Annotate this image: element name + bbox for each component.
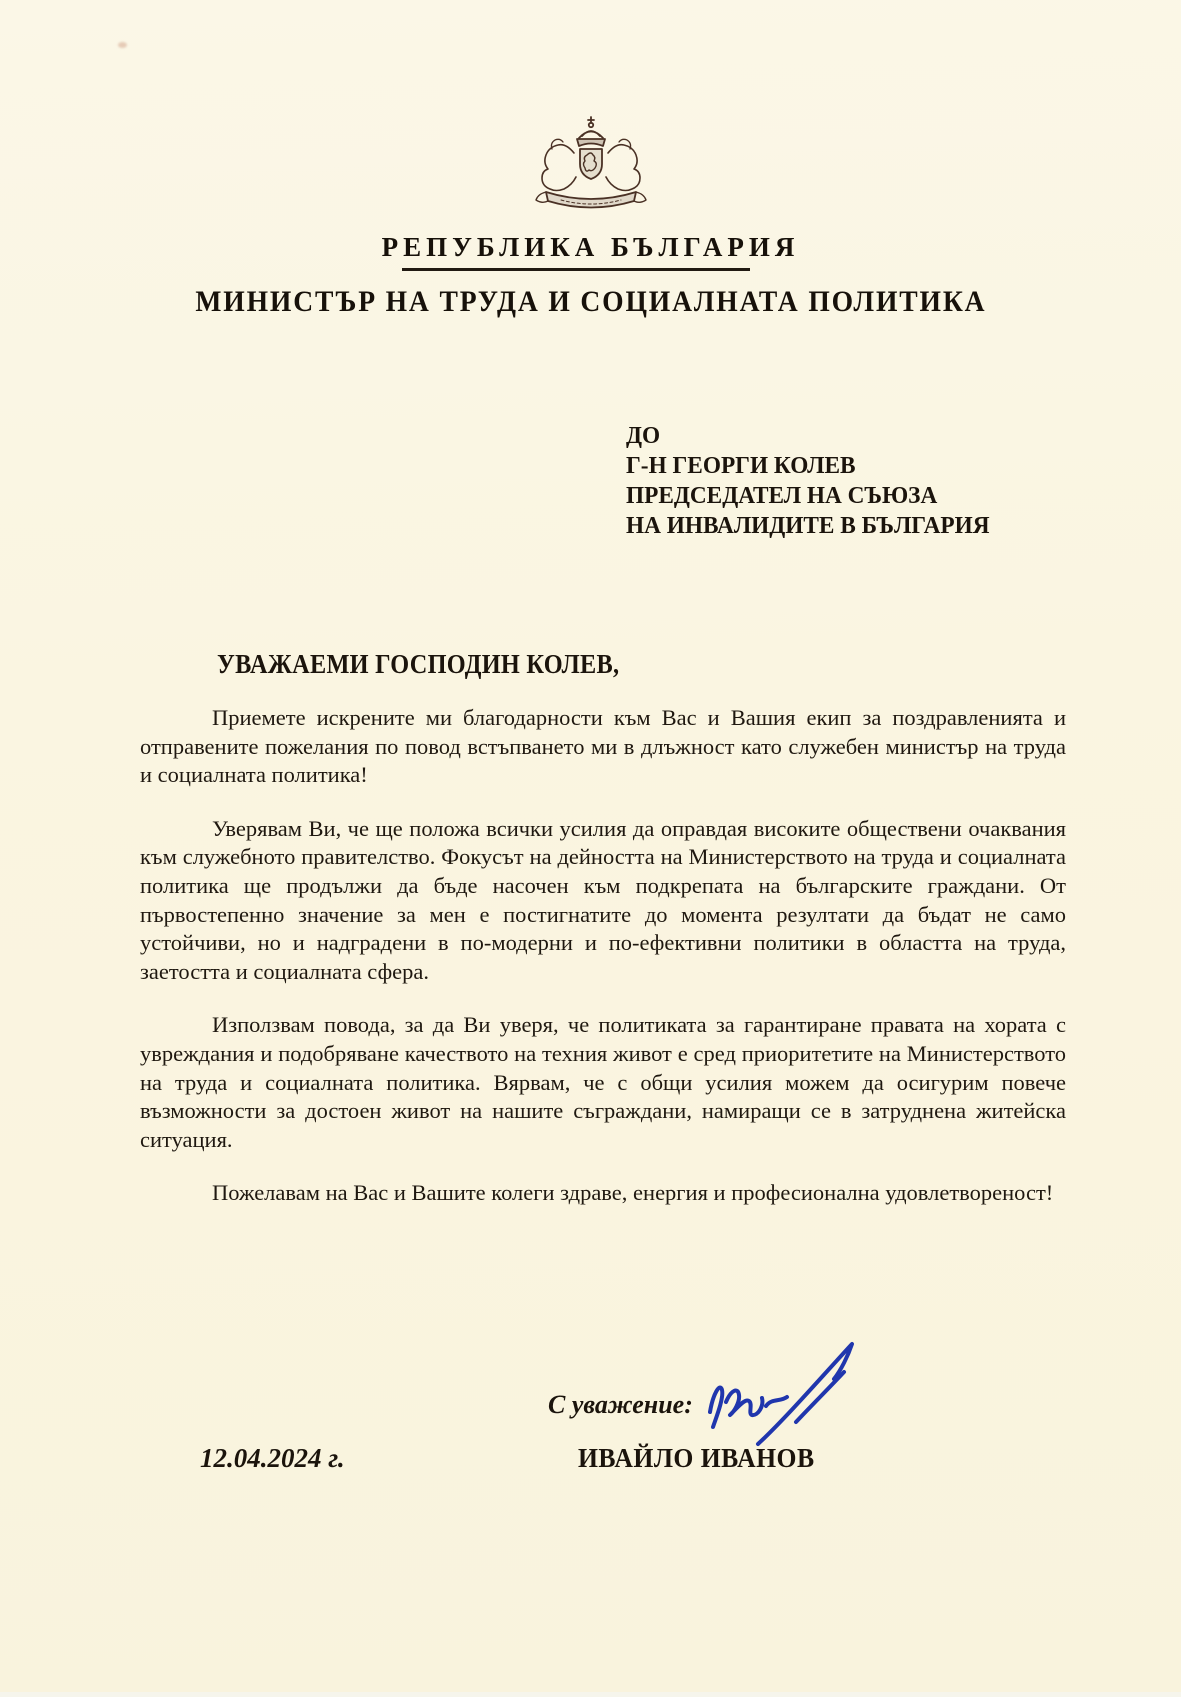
handwritten-signature-icon bbox=[698, 1332, 873, 1450]
paragraph: Приемете искрените ми благодарности към Вас и Вашия екип за поздравленията и отправените пожелания по повод встъпването ми в длъжност като служебен министър на труда и социалната политика! bbox=[140, 705, 1066, 788]
ministry-title-text: МИНИСТЪР НА ТРУДА И СОЦИАЛНАТА ПОЛИТИКА bbox=[194, 285, 987, 318]
header-rule bbox=[402, 268, 750, 271]
scan-speck bbox=[118, 42, 127, 48]
recipient-block bbox=[626, 421, 1001, 541]
letter-date: 12.04.2024 г. bbox=[200, 1443, 345, 1473]
ministry-title bbox=[0, 285, 1181, 319]
republic-title: РЕПУБЛИКА БЪЛГАРИЯ bbox=[381, 232, 800, 262]
paragraph: Уверявам Ви, че ще положа всички усилия да оправдая високите обществени очаквания към служебното правителство. Фокусът на дейността на Министерството на труда и социалната политика ще продължи да бъде насочен към подкрепата на българските граждани. От първостепенно значение за мен е постигнатите до момента резултати да бъдат не само устойчиви, но и надградени в по-модерни и по-ефективни политики в областта на труда, заетостта и социалната сфера. bbox=[140, 815, 1066, 984]
bulgaria-coat-of-arms-icon bbox=[516, 114, 666, 218]
letter-body bbox=[140, 704, 1066, 1233]
paragraph: Пожелавам на Вас и Вашите колеги здраве, енергия и професионална удовлетвореност! bbox=[212, 1180, 1054, 1206]
signer-name: ИВАЙЛО ИВАНОВ bbox=[578, 1443, 815, 1473]
salutation: УВАЖАЕМИ ГОСПОДИН КОЛЕВ, bbox=[217, 649, 620, 679]
page-bottom-edge bbox=[0, 1692, 1181, 1697]
recipient-line: Г-Н ГЕОРГИ КОЛЕВ bbox=[626, 453, 856, 479]
recipient-line: ДО bbox=[626, 423, 661, 449]
paragraph: Използвам повода, за да Ви уверя, че политиката за гарантиране правата на хората с увреждания и подобряване качеството на техния живот е сред приоритетите на Министерството на труда и социалната политика. Вярвам, че с общи усилия можем да осигурим повече възможности за достоен живот на нашите съграждани, намиращи се в затруднена житейска ситуация. bbox=[140, 1012, 1066, 1152]
closing-label: С уважение: bbox=[548, 1390, 693, 1419]
recipient-line: НА ИНВАЛИДИТЕ В БЪЛГАРИЯ bbox=[626, 513, 990, 539]
recipient-line: ПРЕДСЕДАТЕЛ НА СЪЮЗА bbox=[626, 483, 938, 509]
